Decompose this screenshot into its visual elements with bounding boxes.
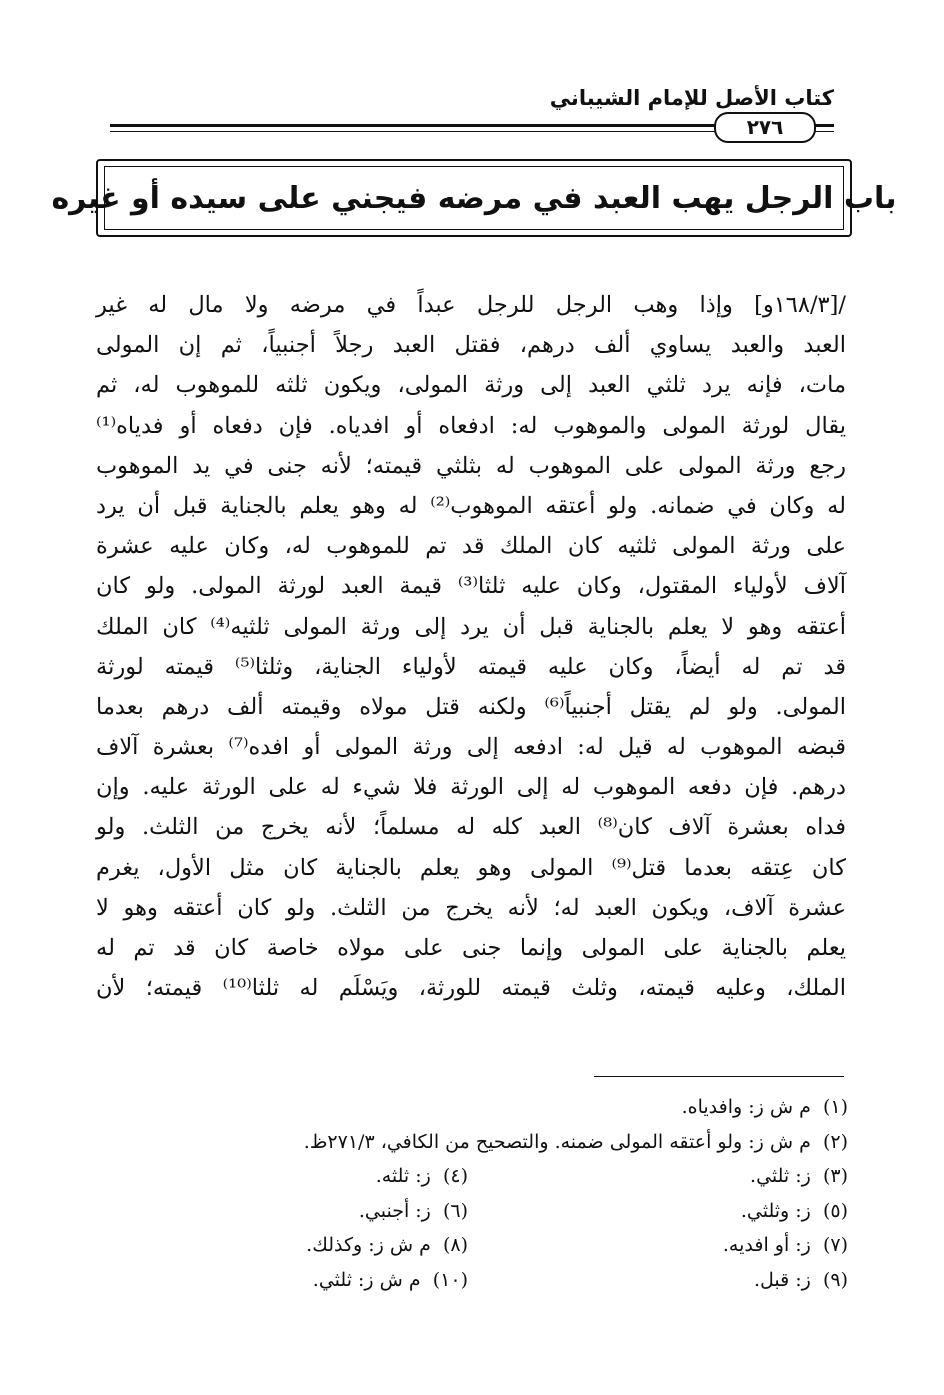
footnote-2: (٢) م ش ز: ولو أعتقه المولى ضمنه. والتصحيح من الكافي، ٢٧١/٣ظ. <box>303 1130 848 1153</box>
footnote-row <box>88 1263 848 1298</box>
body-line: يعلم بالجناية على المولى وإنما جنى على مولاه خاصة كان قد تم له <box>96 935 846 961</box>
footnotes <box>88 1090 848 1297</box>
chapter-title: باب الرجل يهب العبد في مرضه فيجني على سيده أو غيره <box>51 180 897 216</box>
body-text <box>96 285 846 1008</box>
footnote-row <box>88 1125 848 1160</box>
body-line: قبضه الموهوب له قيل له: ادفعه إلى ورثة المولى أو افده⁽⁷⁾ بعشرة آلاف <box>96 734 846 761</box>
footnote-5: (٥) ز: وثلثي. <box>740 1199 848 1222</box>
body-line: كان عِتقه بعدما قتل⁽⁹⁾ المولى وهو يعلم بالجناية كان مثل الأول، يغرم <box>96 854 846 881</box>
body-line: عشرة آلاف، ويكون العبد له؛ لأنه يخرج من الثلث. ولو كان أعتقه وهو لا <box>96 894 846 921</box>
footnote-7: (٧) ز: أو افديه. <box>722 1234 848 1256</box>
footnote-10: (١٠) م ش ز: ثلثي. <box>312 1268 468 1291</box>
body-line: مات، فإنه يرد ثلثي العبد إلى ورثة المولى، ويكون ثلثه للموهوب له، ثم <box>96 372 846 399</box>
footnote-row <box>88 1228 848 1263</box>
footnote-row <box>88 1090 848 1125</box>
body-line: /[١٦٨/٣و] وإذا وهب الرجل للرجل عبداً في مرضه ولا مال له غير <box>96 292 846 318</box>
page-number: ٢٧٦ <box>714 112 816 143</box>
footnote-3: (٣) ز: ثلثي. <box>750 1165 848 1187</box>
footnote-9: (٩) ز: قبل. <box>753 1268 848 1291</box>
footnote-4: (٤) ز: ثلثه. <box>375 1165 468 1187</box>
chapter-frame-inner <box>51 166 897 230</box>
body-line: الملك، وعليه قيمته، وثلث قيمته للورثة، ويَسْلَم له ثلثا⁽¹⁰⁾ قيمته؛ لأن <box>96 975 846 1002</box>
footnote-1: (١) م ش ز: وافدياه. <box>681 1096 848 1118</box>
footnote-row <box>88 1159 848 1194</box>
running-header: كتاب الأصل للإمام الشيباني <box>549 86 834 110</box>
footnote-8: (٨) م ش ز: وكذلك. <box>306 1234 468 1256</box>
body-line: على ورثة المولى ثلثيه كان الملك قد تم للموهوب له، وكان عليه عشرة <box>96 533 846 560</box>
footnote-row <box>88 1194 848 1229</box>
body-line: له وكان في ضمانه. ولو أعتقه الموهوب⁽²⁾ له وهو يعلم بالجناية قبل أن يرد <box>96 492 846 519</box>
body-line: قد تم له أيضاً، وكان عليه قيمته لأولياء الجناية، وثلثا⁽⁵⁾ قيمته لورثة <box>96 653 847 680</box>
footnote-separator <box>594 1076 844 1077</box>
footnote-6: (٦) ز: أجنبي. <box>358 1199 468 1222</box>
body-line: يقال لورثة المولى والموهوب له: ادفعاه أو افدياه. فإن دفعاه أو فدياه⁽¹⁾ <box>96 412 846 439</box>
body-line: رجع ورثة المولى على الموهوب له بثلثي قيمته؛ لأنه جنى في يد الموهوب <box>96 452 846 479</box>
body-line: العبد والعبد يساوي ألف درهم، فقتل العبد رجلاً أجنبياً، ثم إن المولى <box>96 332 846 359</box>
body-line: درهم. فإن دفعه الموهوب له إلى الورثة فلا شيء له على الورثة عليه. وإن <box>96 774 846 801</box>
body-line: أعتقه وهو لا يعلم بالجناية قبل أن يرد إلى ورثة المولى ثلثيه⁽⁴⁾ كان الملك <box>96 613 846 640</box>
body-line: آلاف لأولياء المقتول، وكان عليه ثلثا⁽³⁾ قيمة العبد لورثة المولى. ولو كان <box>96 573 846 600</box>
body-line: المولى. ولو لم يقتل أجنبياً⁽⁶⁾ ولكنه قتل مولاه وقيمته ألف درهم بعدما <box>96 693 847 720</box>
body-line: فداه بعشرة آلاف كان⁽⁸⁾ العبد كله له مسلماً؛ لأنه يخرج من الثلث. ولو <box>96 814 846 841</box>
